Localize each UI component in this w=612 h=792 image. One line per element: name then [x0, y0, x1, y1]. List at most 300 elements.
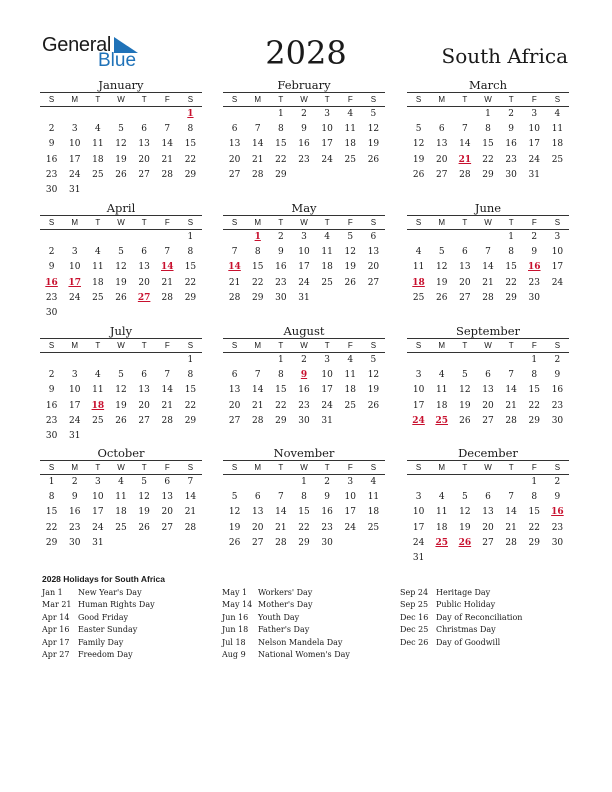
month-title: April: [106, 201, 136, 215]
day-cell: 15: [184, 262, 197, 273]
weekday-header: S: [231, 95, 238, 104]
day-cell: 18: [115, 507, 127, 518]
day-cell: 8: [531, 370, 538, 381]
day-cell: 7: [485, 247, 491, 258]
weekday-header: S: [370, 463, 377, 472]
day-cell: 23: [505, 154, 517, 165]
day-cell: 19: [228, 522, 241, 533]
day-cell: 11: [435, 507, 448, 518]
day-cell: 10: [412, 385, 425, 396]
weekday-header: W: [117, 463, 125, 472]
holiday-day-cell: 24: [412, 415, 425, 426]
day-cell: 31: [92, 537, 104, 548]
day-cell: 4: [324, 232, 330, 242]
day-cell: 14: [275, 507, 287, 518]
holiday-day-cell: 1: [254, 232, 261, 242]
day-cell: 16: [505, 139, 517, 150]
day-cell: 27: [482, 537, 494, 548]
weekday-header: S: [231, 218, 238, 227]
day-cell: 29: [184, 415, 197, 426]
day-cell: 9: [531, 247, 538, 258]
day-cell: 30: [321, 537, 333, 548]
day-cell: 22: [275, 154, 287, 165]
day-cell: 19: [115, 400, 127, 411]
day-grid: [223, 107, 385, 183]
day-cell: 22: [528, 522, 540, 533]
weekday-header: W: [484, 463, 492, 472]
day-cell: 23: [45, 169, 58, 180]
day-cell: 3: [324, 109, 330, 119]
day-cell: 3: [324, 355, 330, 365]
day-cell: 9: [324, 492, 330, 503]
day-cell: 17: [298, 262, 310, 273]
day-cell: 4: [438, 370, 445, 381]
holiday-name: Father's Day: [258, 625, 310, 635]
day-cell: 10: [321, 370, 333, 381]
weekday-header: M: [438, 341, 446, 350]
weekday-header: T: [278, 341, 284, 350]
day-cell: 23: [68, 522, 81, 533]
holiday-day-cell: 9: [300, 370, 308, 381]
holiday-item: [222, 637, 392, 649]
day-cell: 26: [115, 169, 127, 180]
weekday-header: M: [438, 218, 446, 227]
day-cell: 29: [298, 537, 310, 548]
holiday-column: [222, 587, 392, 661]
holiday-date: Dec 25: [400, 625, 429, 635]
day-cell: 2: [48, 247, 55, 258]
holiday-day-cell: 16: [551, 507, 564, 518]
holiday-name: Good Friday: [78, 612, 129, 622]
day-cell: 17: [412, 400, 425, 411]
day-cell: 31: [412, 552, 425, 563]
day-cell: 2: [508, 109, 514, 119]
day-cell: 16: [298, 385, 310, 396]
day-cell: 8: [187, 370, 194, 381]
weekday-header: F: [531, 463, 537, 472]
holiday-day-cell: 16: [45, 277, 58, 288]
day-cell: 14: [161, 139, 173, 150]
month-august: [223, 324, 385, 429]
day-cell: 24: [68, 415, 81, 426]
empty-day-cell: [63, 353, 86, 368]
day-cell: 29: [505, 292, 517, 303]
day-cell: 6: [141, 370, 147, 381]
day-cell: 15: [505, 262, 517, 273]
day-cell: 28: [505, 537, 517, 548]
day-cell: 12: [435, 262, 448, 273]
day-cell: 4: [94, 124, 101, 135]
day-cell: 18: [367, 507, 380, 518]
day-cell: 12: [344, 247, 356, 258]
day-cell: 5: [438, 247, 445, 258]
holiday-item: [222, 612, 392, 624]
day-cell: 2: [277, 232, 284, 242]
day-cell: 9: [554, 370, 561, 381]
empty-day-cell: [156, 107, 179, 122]
weekday-header: S: [415, 218, 422, 227]
holidays-title: 2028 Holidays for South Africa: [42, 574, 165, 584]
weekday-header: S: [48, 95, 55, 104]
day-cell: 24: [92, 522, 104, 533]
holiday-date: May 1: [222, 588, 248, 597]
day-cell: 16: [45, 400, 58, 411]
country-name: South Africa: [441, 44, 568, 68]
weekday-header: M: [254, 341, 262, 350]
day-cell: 27: [367, 277, 380, 288]
day-cell: 26: [228, 537, 241, 548]
day-cell: 7: [164, 124, 171, 135]
day-cell: 11: [551, 124, 564, 135]
weekday-header: T: [508, 218, 514, 227]
holiday-date: Jul 18: [222, 637, 246, 647]
day-cell: 1: [301, 477, 307, 487]
day-cell: 7: [254, 124, 261, 135]
day-cell: 8: [277, 124, 284, 135]
day-cell: 31: [298, 292, 310, 303]
day-cell: 6: [370, 232, 377, 242]
day-cell: 1: [485, 109, 491, 119]
holiday-name: Day of Reconciliation: [436, 612, 523, 622]
day-cell: 3: [94, 477, 101, 487]
holiday-name: Christmas Day: [436, 625, 496, 635]
day-cell: 4: [347, 355, 354, 365]
holiday-item: [42, 649, 212, 661]
day-cell: 10: [528, 124, 540, 135]
day-cell: 26: [367, 154, 380, 165]
day-cell: 28: [505, 415, 517, 426]
holiday-name: Workers' Day: [258, 588, 313, 597]
day-cell: 28: [161, 292, 173, 303]
weekday-header: S: [231, 341, 238, 350]
holiday-item: [222, 624, 392, 636]
empty-day-cell: [407, 107, 430, 122]
day-cell: 11: [321, 247, 333, 258]
weekday-header: S: [370, 341, 377, 350]
weekday-header: T: [278, 95, 284, 104]
empty-day-cell: [430, 475, 453, 490]
day-cell: 15: [184, 139, 197, 150]
day-cell: 2: [301, 109, 307, 119]
empty-day-cell: [40, 230, 63, 245]
day-cell: 2: [324, 477, 330, 487]
day-cell: 3: [71, 247, 78, 258]
day-cell: 24: [551, 277, 564, 288]
empty-day-cell: [430, 353, 453, 368]
day-cell: 23: [298, 154, 310, 165]
day-cell: 13: [251, 507, 264, 518]
day-cell: 15: [275, 139, 287, 150]
day-cell: 23: [551, 522, 564, 533]
weekday-header: T: [141, 95, 147, 104]
day-cell: 9: [71, 492, 78, 503]
weekday-header-row: [407, 460, 569, 475]
holiday-name: Day of Goodwill: [436, 637, 501, 647]
empty-day-cell: [223, 107, 246, 122]
day-cell: 29: [482, 169, 494, 180]
day-cell: 7: [187, 477, 194, 487]
weekday-header: F: [164, 463, 170, 472]
logo-word-general: General: [42, 34, 112, 56]
day-cell: 24: [298, 277, 310, 288]
weekday-header: W: [300, 95, 308, 104]
day-cell: 30: [298, 415, 310, 426]
weekday-header: S: [187, 218, 194, 227]
day-cell: 4: [554, 109, 561, 119]
day-cell: 9: [301, 124, 307, 135]
weekday-header: W: [300, 341, 308, 350]
day-cell: 8: [485, 124, 491, 135]
holiday-day-cell: 14: [161, 262, 174, 273]
day-cell: 11: [92, 139, 104, 150]
day-grid: [407, 475, 569, 566]
day-cell: 8: [48, 492, 55, 503]
weekday-header-row: [223, 215, 385, 230]
day-cell: 2: [48, 124, 55, 135]
holiday-day-cell: 25: [435, 537, 448, 548]
day-cell: 4: [347, 109, 354, 119]
day-cell: 22: [251, 277, 264, 288]
day-cell: 13: [482, 507, 494, 518]
day-cell: 8: [254, 247, 261, 258]
holiday-name: New Year's Day: [78, 588, 142, 597]
weekday-header: W: [300, 463, 308, 472]
day-cell: 27: [251, 537, 264, 548]
day-cell: 13: [138, 385, 150, 396]
holiday-day-cell: 26: [458, 537, 472, 548]
day-cell: 6: [485, 370, 491, 381]
day-cell: 11: [367, 492, 380, 503]
day-cell: 13: [161, 492, 173, 503]
month-april: [40, 201, 202, 321]
day-cell: 25: [367, 522, 380, 533]
weekday-header: T: [508, 341, 514, 350]
holiday-item: [222, 599, 392, 611]
month-september: [407, 324, 569, 429]
weekday-header: M: [71, 218, 79, 227]
day-cell: 18: [435, 522, 448, 533]
weekday-header: T: [141, 341, 147, 350]
weekday-header: T: [462, 218, 468, 227]
day-cell: 15: [298, 507, 310, 518]
day-cell: 25: [92, 292, 104, 303]
day-cell: 28: [161, 415, 173, 426]
day-grid: [223, 230, 385, 306]
weekday-header: S: [231, 463, 238, 472]
day-cell: 17: [344, 507, 356, 518]
day-cell: 7: [164, 247, 171, 258]
empty-day-cell: [63, 230, 86, 245]
day-cell: 6: [231, 370, 238, 381]
holiday-day-cell: 18: [91, 400, 105, 411]
day-cell: 31: [68, 184, 81, 195]
day-cell: 11: [344, 370, 356, 381]
day-cell: 2: [48, 370, 55, 381]
month-title: November: [273, 446, 335, 460]
holiday-date: Apr 17: [42, 637, 70, 647]
holiday-day-cell: 27: [137, 292, 151, 303]
day-cell: 3: [415, 492, 422, 503]
day-cell: 14: [251, 139, 264, 150]
day-cell: 25: [344, 400, 356, 411]
day-cell: 5: [118, 124, 124, 135]
day-cell: 16: [45, 154, 58, 165]
day-cell: 29: [528, 537, 540, 548]
day-grid: [40, 353, 202, 444]
month-title: December: [458, 446, 518, 460]
holiday-name: Mother's Day: [258, 600, 313, 610]
day-cell: 8: [277, 370, 284, 381]
day-cell: 18: [344, 385, 356, 396]
day-cell: 9: [277, 247, 284, 258]
month-january: [40, 78, 202, 198]
day-cell: 21: [505, 522, 517, 533]
holiday-column: [42, 587, 212, 661]
day-cell: 5: [231, 492, 238, 503]
day-cell: 20: [228, 154, 241, 165]
holiday-name: Nelson Mandela Day: [258, 637, 343, 647]
day-cell: 3: [71, 124, 78, 135]
holiday-item: [42, 637, 212, 649]
day-cell: 19: [412, 154, 425, 165]
day-cell: 24: [68, 292, 81, 303]
holiday-item: [400, 612, 570, 624]
weekday-header: W: [117, 95, 125, 104]
day-cell: 1: [187, 355, 194, 365]
day-cell: 28: [275, 537, 287, 548]
weekday-header: F: [164, 95, 170, 104]
day-cell: 23: [321, 522, 333, 533]
empty-day-cell: [430, 230, 453, 245]
day-cell: 4: [415, 247, 422, 258]
weekday-header: T: [141, 463, 147, 472]
day-cell: 4: [438, 492, 445, 503]
weekday-header: F: [347, 95, 353, 104]
weekday-header: S: [554, 218, 561, 227]
day-cell: 15: [251, 262, 264, 273]
empty-day-cell: [86, 107, 109, 122]
day-grid: [407, 107, 569, 183]
weekday-header: F: [347, 463, 353, 472]
day-cell: 1: [48, 477, 55, 487]
day-cell: 25: [115, 522, 127, 533]
holiday-date: Sep 25: [400, 600, 429, 610]
day-cell: 27: [228, 169, 241, 180]
weekday-header: W: [484, 218, 492, 227]
holiday-item: [400, 624, 570, 636]
day-cell: 27: [161, 522, 173, 533]
day-cell: 1: [531, 355, 538, 365]
day-cell: 25: [321, 277, 333, 288]
day-cell: 22: [275, 400, 287, 411]
empty-day-cell: [407, 230, 430, 245]
weekday-header-row: [407, 338, 569, 353]
holiday-name: Youth Day: [258, 612, 300, 622]
day-cell: 16: [298, 139, 310, 150]
logo-word-blue: Blue: [98, 50, 137, 71]
day-cell: 15: [275, 385, 287, 396]
holiday-name: Human Rights Day: [78, 600, 155, 610]
day-cell: 15: [45, 507, 58, 518]
day-cell: 12: [228, 507, 241, 518]
day-cell: 5: [370, 109, 377, 119]
day-cell: 6: [141, 124, 147, 135]
empty-day-cell: [40, 353, 63, 368]
day-cell: 12: [459, 507, 471, 518]
day-cell: 26: [344, 277, 356, 288]
weekday-header: W: [300, 218, 308, 227]
day-cell: 1: [531, 477, 538, 487]
day-grid: [223, 353, 385, 429]
day-cell: 1: [277, 109, 284, 119]
empty-day-cell: [223, 353, 246, 368]
holiday-day-cell: 21: [458, 154, 472, 165]
day-cell: 5: [461, 370, 468, 381]
holiday-item: [42, 624, 212, 636]
weekday-header: T: [462, 463, 468, 472]
weekday-header: S: [415, 341, 422, 350]
day-cell: 29: [275, 415, 287, 426]
day-cell: 13: [482, 385, 494, 396]
day-cell: 7: [254, 370, 261, 381]
weekday-header-row: [407, 92, 569, 107]
day-cell: 3: [415, 370, 422, 381]
weekday-header: S: [415, 95, 422, 104]
month-title: July: [109, 324, 133, 338]
holiday-date: Jun 18: [222, 625, 249, 635]
weekday-header: W: [484, 95, 492, 104]
day-cell: 27: [435, 169, 448, 180]
day-cell: 25: [92, 415, 104, 426]
weekday-header: T: [141, 218, 147, 227]
holiday-date: Jan 1: [42, 588, 63, 597]
day-cell: 9: [48, 262, 55, 273]
empty-day-cell: [223, 230, 246, 245]
day-grid: [40, 230, 202, 321]
day-cell: 21: [184, 507, 197, 518]
month-december: [407, 446, 569, 566]
day-cell: 15: [528, 507, 540, 518]
weekday-header: T: [324, 341, 330, 350]
holiday-date: Dec 16: [400, 612, 429, 622]
day-cell: 23: [528, 277, 540, 288]
day-cell: 3: [71, 370, 78, 381]
day-cell: 8: [508, 247, 514, 258]
empty-day-cell: [86, 230, 109, 245]
day-cell: 21: [228, 277, 241, 288]
day-cell: 12: [367, 124, 380, 135]
empty-day-cell: [109, 107, 132, 122]
weekday-header: S: [554, 95, 561, 104]
day-cell: 20: [161, 507, 173, 518]
holiday-day-cell: 14: [228, 262, 241, 273]
day-cell: 26: [435, 292, 448, 303]
day-cell: 30: [551, 415, 564, 426]
day-cell: 17: [321, 385, 333, 396]
holiday-date: Apr 14: [42, 612, 70, 622]
day-cell: 11: [92, 262, 104, 273]
empty-day-cell: [40, 107, 63, 122]
day-cell: 21: [275, 522, 287, 533]
day-cell: 12: [115, 385, 127, 396]
day-cell: 3: [347, 477, 354, 487]
day-cell: 24: [412, 537, 425, 548]
day-cell: 13: [459, 262, 471, 273]
weekday-header-row: [40, 92, 202, 107]
day-cell: 30: [68, 537, 81, 548]
holiday-name: Heritage Day: [436, 588, 491, 597]
day-cell: 6: [254, 492, 261, 503]
